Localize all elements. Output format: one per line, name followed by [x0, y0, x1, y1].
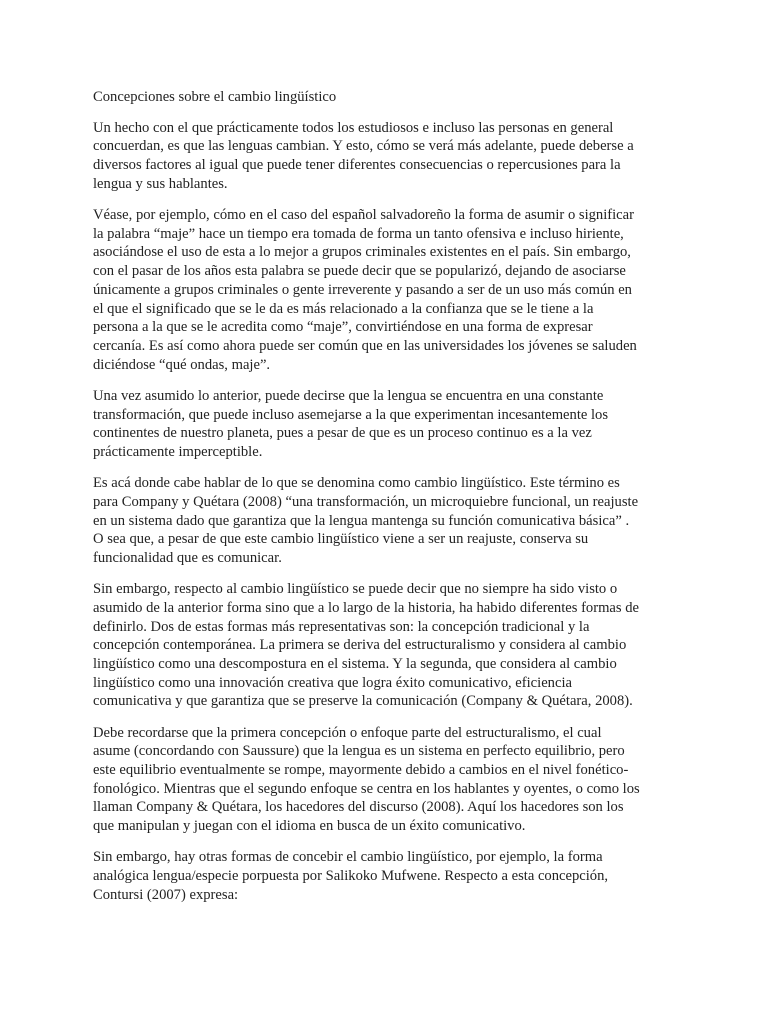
- text-line: en un sistema dado que garantiza que la lengua mantenga su función comunicativa básica” .: [93, 512, 630, 529]
- paragraph: [93, 387, 675, 462]
- text-line: asociándose el uso de esta a lo mejor a grupos criminales existentes en el país. Sin embargo,: [93, 244, 631, 261]
- paragraph: [93, 206, 675, 374]
- text-line: que manipulan y juegan con el idioma en busca de un éxito comunicativo.: [93, 818, 526, 835]
- text-line: Debe recordarse que la primera concepción o enfoque parte del estructuralismo, el cual: [93, 724, 602, 741]
- text-line: diciéndose “qué ondas, maje”.: [93, 356, 271, 373]
- text-line: concepción contemporánea. La primera se deriva del estructuralismo y considera al cambio: [93, 637, 627, 654]
- text-line: llaman Company & Quétara, los hacedores del discurso (2008). Aquí los hacedores son los: [93, 799, 624, 816]
- text-line: definirlo. Dos de estas formas más representativas son: la concepción tradicional y la: [93, 618, 590, 635]
- text-line: lengua y sus hablantes.: [93, 175, 228, 192]
- text-line: el que el significado que se le da es más relacionado a la confianza que se le tiene a la: [93, 300, 594, 317]
- text-line: lingüístico como una innovación creativa que logra éxito comunicativo, eficiencia: [93, 674, 572, 691]
- document-title: Concepciones sobre el cambio lingüístico: [93, 89, 337, 105]
- paragraph: [93, 119, 675, 194]
- document-body: [93, 119, 675, 905]
- paragraph: [93, 474, 675, 568]
- text-line: fonológico. Mientras que el segundo enfoque se centra en los hablantes y oyentes, o como los: [93, 780, 640, 797]
- text-line: Sin embargo, respecto al cambio lingüístico se puede decir que no siempre ha sido visto o: [93, 581, 618, 598]
- text-line: analógica lengua/especie porpuesta por Salikoko Mufwene. Respecto a esta concepción,: [93, 868, 609, 885]
- text-line: transformación, que puede incluso asemejarse a la que experimentan incesantemente los: [93, 406, 609, 423]
- text-line: Es acá donde cabe hablar de lo que se denomina como cambio lingüístico. Este término es: [93, 475, 620, 492]
- text-line: prácticamente imperceptible.: [93, 443, 263, 460]
- text-line: Una vez asumido lo anterior, puede decirse que la lengua se encuentra en una constante: [93, 387, 604, 404]
- text-line: persona a la que se le acredita como “maje”, convirtiéndose en una forma de expresar: [93, 319, 593, 336]
- text-line: funcionalidad que es comunicar.: [93, 549, 282, 566]
- text-line: Sin embargo, hay otras formas de concebir el cambio lingüístico, por ejemplo, la forma: [93, 849, 603, 866]
- text-line: O sea que, a pesar de que este cambio lingüístico viene a ser un reajuste, conserva su: [93, 531, 589, 548]
- paragraph: [93, 848, 675, 904]
- text-line: con el pasar de los años esta palabra se puede decir que se popularizó, dejando de asociarse: [93, 263, 626, 280]
- text-line: lingüístico como una descompostura en el sistema. Y la segunda, que considera al cambio: [93, 655, 617, 672]
- paragraph: [93, 580, 675, 711]
- text-line: este equilibrio eventualmente se rompe, mayormente debido a cambios en el nivel fonético-: [93, 762, 629, 778]
- text-line: para Company y Quétara (2008) “una transformación, un microquiebre funcional, un reajuste: [93, 493, 639, 510]
- text-line: Un hecho con el que prácticamente todos los estudiosos e incluso las personas en general: [93, 119, 614, 136]
- text-line: asume (concordando con Saussure) que la lengua es un sistema en perfecto equilibrio, pero: [93, 743, 625, 760]
- document-page: [93, 88, 675, 917]
- text-line: continentes de nuestro planeta, pues a pesar de que es un proceso continuo es a la vez: [93, 425, 592, 442]
- text-line: concuerdan, es que las lenguas cambian. Y esto, cómo se verá más adelante, puede deberse a: [93, 138, 634, 155]
- text-line: comunicativa y que garantiza que se preserve la comunicación (Company & Quétara, 2008).: [93, 693, 633, 710]
- paragraph: [93, 724, 675, 836]
- text-line: únicamente a grupos criminales o gente irreverente y pasando a ser de un uso más común en: [93, 281, 632, 298]
- text-line: Véase, por ejemplo, cómo en el caso del español salvadoreño la forma de asumir o significar: [93, 207, 634, 224]
- text-line: asumido de la anterior forma sino que a lo largo de la historia, ha habido diferentes formas de: [93, 599, 640, 616]
- text-line: Contursi (2007) expresa:: [93, 886, 239, 903]
- text-line: cercanía. Es así como ahora puede ser común que en las universidades los jóvenes se saluden: [93, 337, 637, 354]
- text-line: diversos factores al igual que puede tener diferentes consecuencias o repercusiones para la: [93, 157, 621, 174]
- text-line: la palabra “maje” hace un tiempo era tomada de forma un tanto ofensiva e incluso hiriente,: [93, 225, 624, 242]
